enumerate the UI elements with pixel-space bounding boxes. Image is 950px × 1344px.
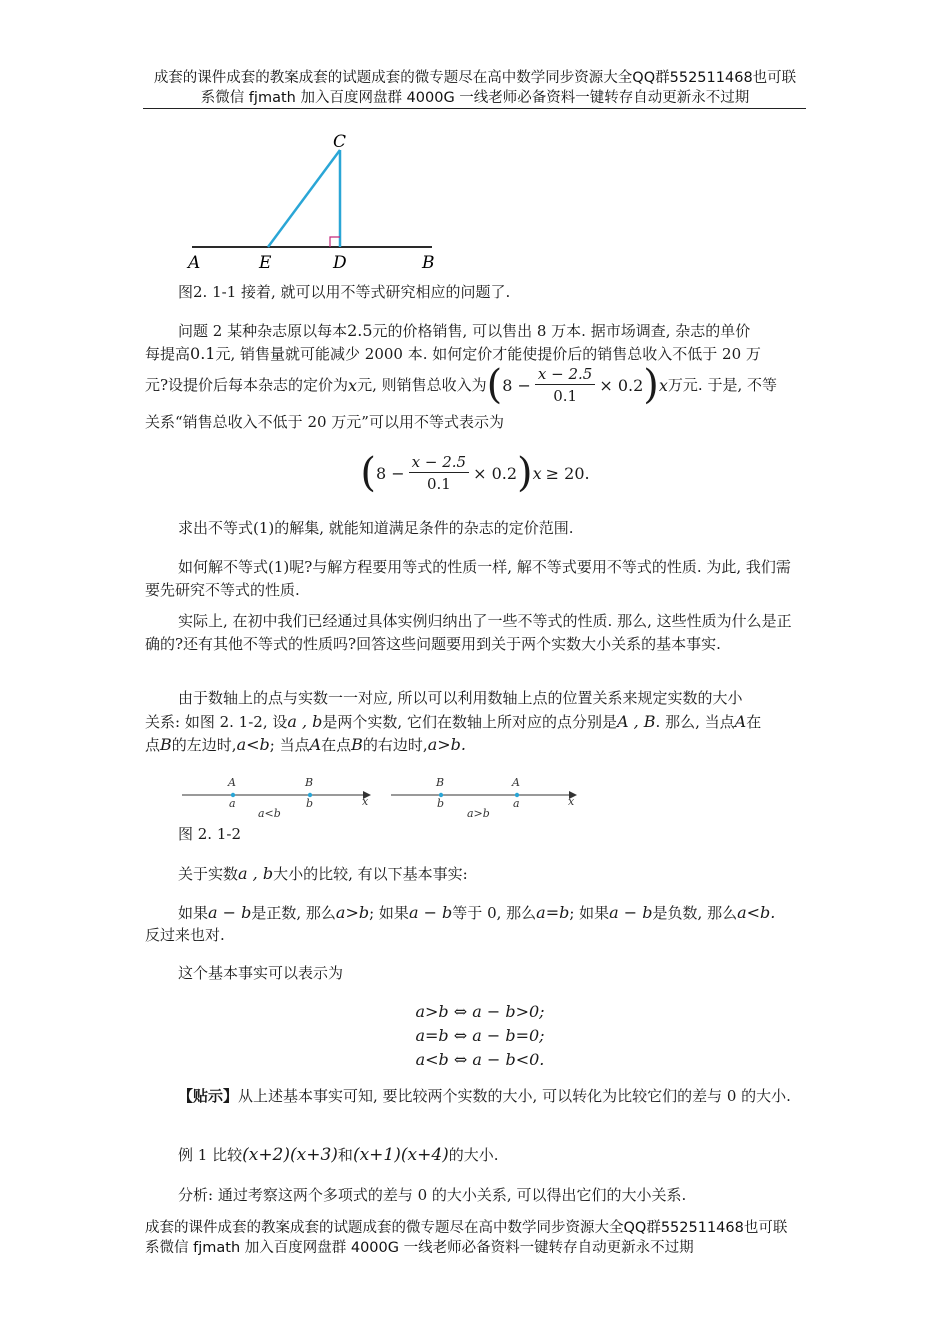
label-A: A	[512, 776, 520, 789]
text: 在	[746, 713, 762, 731]
a-gt-b: a>b	[335, 903, 370, 922]
a-minus-b: a − b	[208, 903, 252, 922]
expr-1: (x+2)(x+3)	[242, 1145, 338, 1165]
text: 万元. 于是, 不等	[667, 375, 777, 394]
text: 元?设提价后每本杂志的定价为	[145, 375, 349, 394]
text: 元的价格销售, 可以售出 8 万本. 据市场调查, 杂志的单价	[372, 322, 751, 340]
text: 在点	[321, 736, 352, 754]
equivalence-lt: a<b ⇔ a − b<0.	[415, 1050, 545, 1069]
relation-a-lt-b: a<b	[258, 807, 281, 820]
text: 等于 0, 那么	[452, 904, 537, 922]
para-axis-3	[145, 733, 805, 757]
var-x: x	[532, 463, 542, 483]
equivalence-eq: a=b ⇔ a − b=0;	[415, 1026, 545, 1045]
header-divider	[143, 108, 806, 109]
text: ; 如果	[569, 904, 610, 922]
paren-open: (	[486, 362, 503, 408]
footer-line-2: 系微信 fjmath 加入百度网盘群 4000G 一线老师必备资料一键转存自动更新永不过期	[145, 1240, 694, 1256]
tip-paragraph	[145, 1085, 805, 1108]
text: 大小的比较, 有以下基本事实:	[273, 865, 468, 883]
label-E: E	[259, 253, 272, 273]
const-8: 8 −	[376, 463, 405, 483]
label-a: a	[229, 797, 236, 810]
denominator: 0.1	[553, 386, 578, 405]
para-solve: 求出不等式(1)的解集, 就能知道满足条件的杂志的定价范围.	[178, 519, 574, 537]
vars-ab: a , b	[287, 712, 323, 731]
label-A: A	[228, 776, 236, 789]
text: 的大小.	[448, 1146, 499, 1164]
ineq-tail: ≥ 20.	[545, 463, 590, 483]
label-x: x	[568, 795, 575, 808]
text: ; 当点	[269, 736, 310, 754]
label-x: x	[362, 795, 369, 808]
text: 的左边时,	[171, 736, 237, 754]
para-figure-caption-1: 图2. 1-1 接着, 就可以用不等式研究相应的问题了.	[178, 283, 511, 301]
point-B: B	[351, 735, 363, 754]
para-axis-2	[145, 710, 805, 734]
equivalence-gt: a>b ⇔ a − b>0;	[415, 1002, 545, 1021]
const-8: 8 −	[502, 375, 531, 395]
var-x: x	[348, 375, 358, 395]
inequality-1	[0, 448, 950, 498]
price: 2.5	[347, 321, 373, 340]
figure2-caption: 图 2. 1-2	[178, 825, 242, 843]
times-term: × 0.2	[599, 375, 644, 395]
problem2-line1	[145, 319, 805, 343]
numerator: x − 2.5	[535, 364, 595, 385]
number-line-right	[391, 776, 577, 820]
paren-close: )	[517, 450, 533, 496]
text: 每提高	[145, 345, 191, 363]
text: 是负数, 那么	[652, 904, 738, 922]
text: 例 1 比较	[178, 1146, 243, 1164]
figure-number-lines	[175, 770, 595, 825]
a-lt-b: a<b.	[737, 903, 776, 922]
para-axis-1: 由于数轴上的点与实数一一对应, 所以可以利用数轴上点的位置关系来规定实数的大小	[178, 689, 743, 707]
point-A: A	[309, 735, 322, 754]
problem2-line4: 关系“销售总收入不低于 20 万元”可以用不等式表示为	[145, 413, 504, 431]
label-B: B	[305, 776, 314, 789]
page-header	[140, 68, 810, 108]
text: 和	[337, 1146, 353, 1164]
points-AB: A , B	[616, 712, 656, 731]
tip-label: 【贴示】	[178, 1087, 239, 1105]
label-B: B	[422, 253, 435, 273]
denominator: 0.1	[426, 474, 451, 493]
analysis: 分析: 通过考察这两个多项式的差与 0 的大小关系, 可以得出它们的大小关系.	[178, 1186, 687, 1204]
label-A: A	[188, 253, 201, 273]
paren-open: (	[360, 450, 376, 496]
a-minus-b: a − b	[609, 903, 653, 922]
increment: 0.1	[190, 344, 216, 363]
text: 问题 2 某种杂志原以每本	[178, 322, 348, 340]
problem2-line3	[145, 362, 805, 408]
text: 关于实数	[178, 865, 239, 883]
var-x: x	[658, 375, 668, 395]
point-B: B	[160, 735, 172, 754]
label-B: B	[436, 776, 445, 789]
para-actual: 实际上, 在初中我们已经通过具体实例归纳出了一些不等式的性质. 那么, 这些性质为什么是正确的?还有其他不等式的性质吗?回答这些问题要用到关于两个实数大小关系的基本事实.	[145, 612, 792, 653]
label-b: b	[437, 797, 445, 810]
header-line-1: 成套的课件成套的教案成套的试题成套的微专题尽在高中数学同步资源大全QQ群552511468也可联	[153, 70, 797, 86]
para-fact-line1	[145, 901, 805, 925]
text: 是两个实数, 它们在数轴上所对应的点分别是	[322, 713, 617, 731]
para-how: 如何解不等式(1)呢?与解方程要用等式的性质一样, 解不等式要用不等式的性质. 为此, 我们需要先研究不等式的性质.	[145, 558, 791, 599]
tip-text: 从上述基本事实可知, 要比较两个实数的大小, 可以转化为比较它们的差与 0 的大小.	[238, 1087, 791, 1105]
number-line-left	[182, 776, 371, 820]
label-a: a	[513, 797, 520, 810]
vars-ab: a , b	[238, 864, 274, 883]
a-minus-b: a − b	[408, 903, 453, 922]
label-b: b	[306, 797, 314, 810]
times-term: × 0.2	[473, 463, 518, 483]
para-fact-line2: 反过来也对.	[145, 926, 225, 944]
footer-line-1: 成套的课件成套的教案成套的试题成套的微专题尽在高中数学同步资源大全QQ群552511468也可联	[145, 1220, 788, 1236]
figure-triangle	[180, 125, 450, 275]
page-footer	[145, 1218, 815, 1258]
label-C: C	[333, 132, 347, 152]
a-gt-b: a>b.	[427, 735, 466, 754]
text: . 那么, 当点	[655, 713, 735, 731]
fraction	[409, 452, 469, 495]
numerator: x − 2.5	[409, 452, 469, 473]
a-lt-b: a<b	[236, 735, 270, 754]
equivalence-block	[380, 1000, 580, 1072]
expr-2: (x+1)(x+4)	[352, 1145, 449, 1165]
paren-close: )	[643, 362, 659, 408]
para-compare	[145, 862, 805, 886]
text: 如果	[178, 904, 209, 922]
right-angle-mark	[330, 237, 340, 247]
revenue-expression	[487, 364, 659, 407]
para-express: 这个基本事实可以表示为	[178, 964, 344, 982]
hypotenuse-EC	[268, 150, 340, 247]
example1	[145, 1144, 805, 1167]
text: ; 如果	[369, 904, 409, 922]
text: 的右边时,	[362, 736, 428, 754]
point-A: A	[734, 712, 747, 731]
text: 元, 则销售总收入为	[357, 375, 487, 394]
header-line-2: 系微信 fjmath 加入百度网盘群 4000G 一线老师必备资料一键转存自动更新永不过期	[200, 90, 750, 106]
label-D: D	[333, 253, 347, 273]
a-eq-b: a=b	[536, 903, 570, 922]
text: 是正数, 那么	[251, 904, 336, 922]
relation-a-gt-b: a>b	[467, 807, 490, 820]
fraction	[535, 364, 595, 407]
text: 元, 销售量就可能减少 2000 本. 如何定价才能使提价后的销售总收入不低于 20 万	[215, 345, 761, 363]
text: 点	[145, 736, 161, 754]
text: 关系: 如图 2. 1-2, 设	[145, 713, 288, 731]
